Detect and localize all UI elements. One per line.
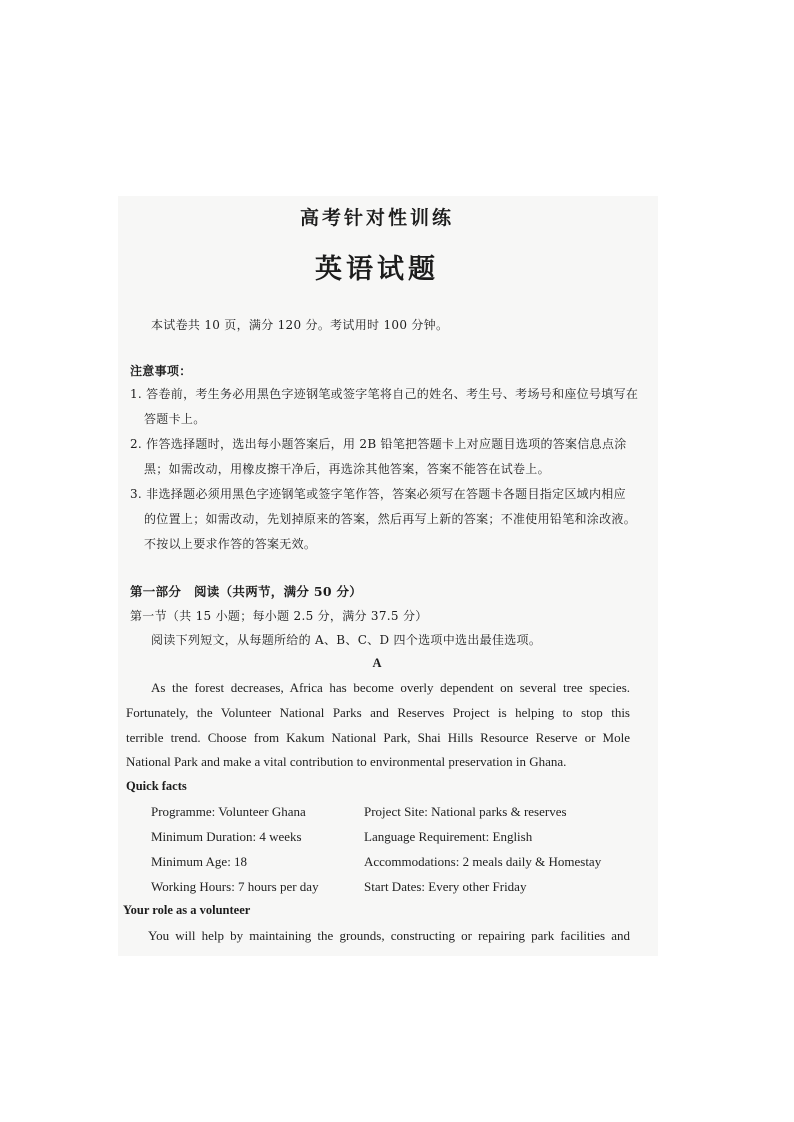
fact-left: Minimum Duration: 4 weeks xyxy=(151,829,302,844)
notice-heading: 注意事项： xyxy=(130,364,192,378)
exam-info: 本试卷共 10 页，满分 120 分。考试用时 100 分钟。 xyxy=(151,318,449,332)
fact-right: Start Dates: Every other Friday xyxy=(364,879,527,894)
part-one-heading: 第一部分 阅读（共两节，满分 50 分） xyxy=(130,584,363,599)
fact-right: Project Site: National parks & reserves xyxy=(364,804,567,819)
role-line: You will help by maintaining the grounds, constructing or repairing park facilities and xyxy=(148,928,630,943)
fact-left: Minimum Age: 18 xyxy=(151,854,248,869)
passage-line: Fortunately, the Volunteer National Parks and Reserves Project is helping to stop this xyxy=(126,705,630,720)
fact-left: Working Hours: 7 hours per day xyxy=(151,879,319,894)
passage-line: terrible trend. Choose from Kakum National Park, Shai Hills Resource Reserve or Mole xyxy=(126,730,630,745)
notice-item: 不按以上要求作答的答案无效。 xyxy=(144,537,317,551)
quick-facts-heading: Quick facts xyxy=(126,779,187,793)
notice-item: 3. 非选择题必须用黑色字迹钢笔或签字笔作答，答案必须写在答题卡各题目指定区域内相应 xyxy=(130,487,626,501)
passage-label: A xyxy=(372,656,382,670)
notice-item: 的位置上；如需改动，先划掉原来的答案，然后再写上新的答案；不准使用铅笔和涂改液。 xyxy=(144,512,637,526)
exam-title: 英语试题 xyxy=(315,254,439,285)
notice-item: 答题卡上。 xyxy=(144,412,206,426)
notice-item: 黑；如需改动，用橡皮擦干净后，再选涂其他答案，答案不能答在试卷上。 xyxy=(144,462,550,476)
reading-instruction: 阅读下列短文，从每题所给的 A、B、C、D 四个选项中选出最佳选项。 xyxy=(151,633,542,647)
passage-line: National Park and make a vital contribution to environmental preservation in Ghana. xyxy=(126,754,567,769)
exam-subtitle: 高考针对性训练 xyxy=(299,207,454,229)
role-heading: Your role as a volunteer xyxy=(123,903,251,917)
notice-item: 1. 答卷前，考生务必用黑色字迹钢笔或签字笔将自己的姓名、考生号、考场号和座位号填写在 xyxy=(130,387,639,401)
section-one-heading: 第一节（共 15 小题；每小题 2.5 分，满分 37.5 分） xyxy=(130,609,428,623)
fact-left: Programme: Volunteer Ghana xyxy=(151,804,306,819)
fact-right: Language Requirement: English xyxy=(364,829,533,844)
passage-line: As the forest decreases, Africa has become overly dependent on several tree species. xyxy=(151,680,630,695)
fact-right: Accommodations: 2 meals daily & Homestay xyxy=(364,854,602,869)
notice-item: 2. 作答选择题时，选出每小题答案后，用 2B 铅笔把答题卡上对应题目选项的答案信息点涂 xyxy=(130,437,627,451)
